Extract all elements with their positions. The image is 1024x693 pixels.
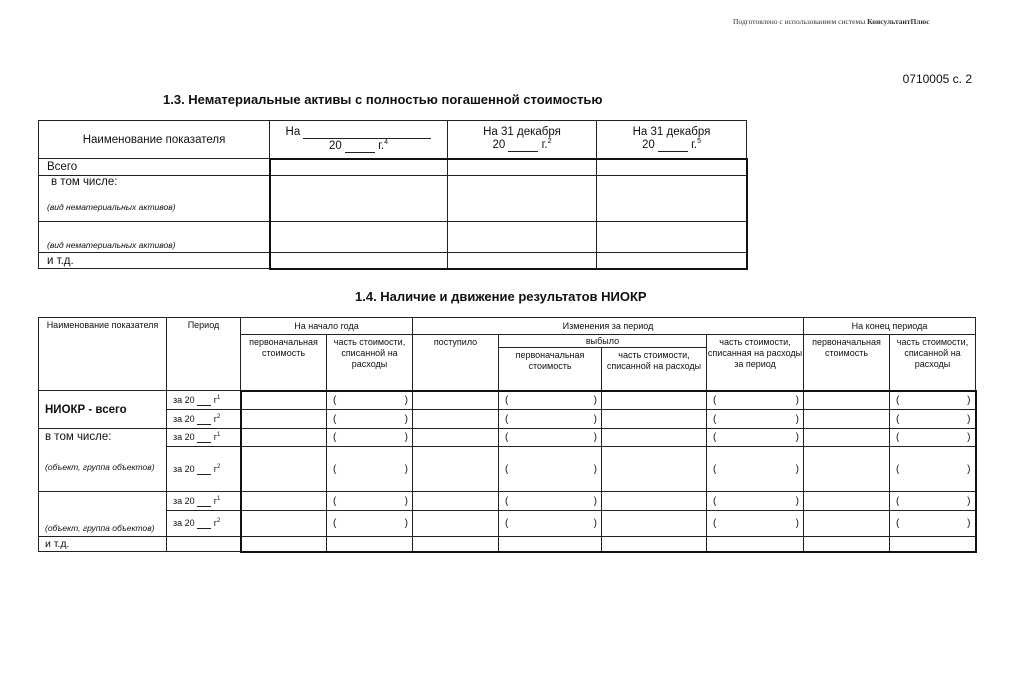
cell: ( ): [707, 391, 804, 410]
period-cell: за 20 $г^1$: [167, 429, 241, 447]
section13-title: 1.3. Нематериальные активы с полностью погашенной стоимостью: [163, 92, 603, 107]
intangible-assets-table: [38, 120, 748, 270]
cell: ( ): [499, 410, 602, 429]
cell: [597, 159, 747, 176]
cell: ( ): [327, 429, 413, 447]
group-changes: Изменения за период: [413, 318, 804, 335]
period-cell: [167, 537, 241, 552]
cell: [270, 222, 448, 253]
sub-disposed: выбыло: [499, 335, 707, 348]
cell: [327, 537, 413, 552]
cell: [448, 159, 597, 176]
cell: ( ): [890, 447, 976, 492]
cell: ( ): [327, 391, 413, 410]
cell: [602, 391, 707, 410]
cell: [602, 410, 707, 429]
cell: [804, 429, 890, 447]
cell: [270, 253, 448, 269]
cell: [804, 511, 890, 537]
row-incl-label: в том числе: (объект, группа объектов): [39, 429, 167, 492]
cell: [241, 447, 327, 492]
cell: [413, 511, 499, 537]
cell: ( ): [499, 391, 602, 410]
form-code: 0710005 с. 2: [902, 72, 972, 86]
row-etc-label: и т.д.: [39, 253, 270, 269]
cell: ( ): [327, 447, 413, 492]
cell: [804, 492, 890, 511]
period-cell: за 20 $г^2$: [167, 410, 241, 429]
row-total-label: Всего: [39, 159, 270, 176]
cell: [804, 410, 890, 429]
period-cell: за 20 $г^2$: [167, 511, 241, 537]
cell: [602, 429, 707, 447]
col-header-name: Наименование показателя: [39, 121, 270, 159]
cell: [804, 391, 890, 410]
sub-end-written-off: часть стоимости, списанной на расходы: [890, 335, 976, 391]
cell: [413, 391, 499, 410]
sub-start-initial-cost: первоначальная стоимость: [241, 335, 327, 391]
cell: [597, 176, 747, 222]
cell: [602, 492, 707, 511]
cell: [597, 253, 747, 269]
cell: [413, 492, 499, 511]
cell: [602, 511, 707, 537]
row-object-label: (объект, группа объектов): [39, 492, 167, 537]
cell: ( ): [890, 429, 976, 447]
sub-start-written-off: часть стоимости, списанной на расходы: [327, 335, 413, 391]
niokr-table: [38, 317, 977, 553]
cell: [448, 222, 597, 253]
cell: [413, 447, 499, 492]
cell: ( ): [707, 511, 804, 537]
cell: [413, 410, 499, 429]
cell: [413, 537, 499, 552]
cell: [270, 176, 448, 222]
cell: [597, 222, 747, 253]
col-header-date2: На 31 декабря 20 г.$^2$: [448, 121, 597, 159]
sub-disposed-written-off: часть стоимости, списанной на расходы: [602, 348, 707, 391]
cell: ( ): [327, 511, 413, 537]
cell: [804, 447, 890, 492]
header-note: Подготовлено с использованием системы КонсультантПлюс: [733, 17, 930, 26]
cell: [499, 537, 602, 552]
cell: ( ): [499, 492, 602, 511]
row-total-label: НИОКР - всего: [39, 391, 167, 429]
cell: [890, 537, 976, 552]
cell: [241, 537, 327, 552]
cell: [241, 511, 327, 537]
cell: ( ): [890, 511, 976, 537]
cell: [413, 429, 499, 447]
cell: [270, 159, 448, 176]
period-cell: за 20 $г^2$: [167, 447, 241, 492]
sub-disposed-initial-cost: первоначальная стоимость: [499, 348, 602, 391]
cell: [602, 537, 707, 552]
cell: [448, 253, 597, 269]
cell: ( ): [707, 429, 804, 447]
cell: [448, 176, 597, 222]
section14-title: 1.4. Наличие и движение результатов НИОКР: [355, 289, 647, 304]
cell: ( ): [327, 410, 413, 429]
cell: [241, 410, 327, 429]
cell: [241, 492, 327, 511]
cell: ( ): [707, 447, 804, 492]
col-header-date1: На 20 г.$^4$: [270, 121, 448, 159]
period-cell: за 20 $г^1$: [167, 492, 241, 511]
brand-name: КонсультантПлюс: [867, 17, 930, 26]
sub-received: поступило: [413, 335, 499, 391]
cell: ( ): [327, 492, 413, 511]
period-cell: за 20 $г^1$: [167, 391, 241, 410]
cell: [804, 537, 890, 552]
sub-end-initial-cost: первоначальная стоимость: [804, 335, 890, 391]
group-start-of-year: На начало года: [241, 318, 413, 335]
cell: [241, 391, 327, 410]
col-header-name: Наименование показателя: [39, 318, 167, 391]
cell: ( ): [499, 447, 602, 492]
col-header-period: Период: [167, 318, 241, 391]
row-etc-label: и т.д.: [39, 537, 167, 552]
sub-period-written-off: часть стоимости, списанная на расходы за период: [707, 335, 804, 391]
group-end-of-period: На конец периода: [804, 318, 976, 335]
col-header-date3: На 31 декабря 20 г.$^5$: [597, 121, 747, 159]
cell: ( ): [890, 492, 976, 511]
cell: [602, 447, 707, 492]
row-incl-label: в том числе: (вид нематериальных активов): [39, 176, 270, 222]
cell: ( ): [499, 511, 602, 537]
cell: ( ): [499, 429, 602, 447]
cell: ( ): [890, 410, 976, 429]
cell: ( ): [890, 391, 976, 410]
cell: ( ): [707, 492, 804, 511]
row-kind-label: (вид нематериальных активов): [39, 222, 270, 253]
cell: [707, 537, 804, 552]
cell: [241, 429, 327, 447]
cell: ( ): [707, 410, 804, 429]
